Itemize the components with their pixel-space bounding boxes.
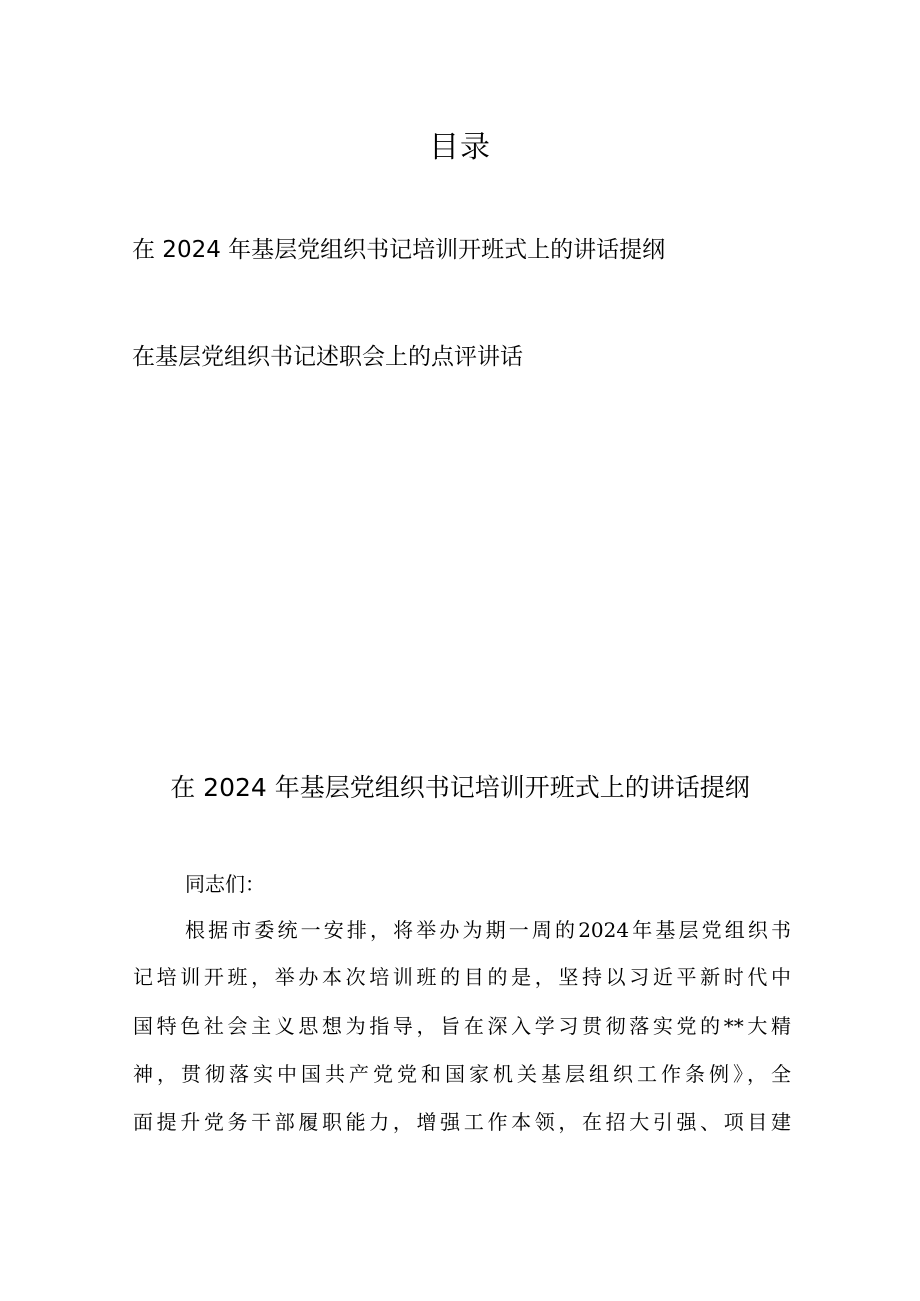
paragraph-line: 面提升党务干部履职能力，增强工作本领，在招大引强、项目建 [133,1110,791,1134]
paragraph-line: 国特色社会主义思想为指导，旨在深入学习贯彻落实党的**大精 [133,1014,791,1038]
toc-entry-opening-speech[interactable]: 在 2024 年基层党组织书记培训开班式上的讲话提纲 [132,237,666,263]
toc-entry-review-speech[interactable]: 在基层党组织书记述职会上的点评讲话 [132,344,523,370]
salutation: 同志们： [185,872,265,896]
article-heading: 在 2024 年基层党组织书记培训开班式上的讲话提纲 [170,773,750,802]
toc-title: 目录 [429,130,491,165]
paragraph-line: 记培训开班，举办本次培训班的目的是，坚持以习近平新时代中 [133,965,791,989]
paragraph-line: 根据市委统一安排，将举办为期一周的2024年基层党组织书 [185,918,791,942]
paragraph-line: 神，贯彻落实中国共产党党和国家机关基层组织工作条例》，全 [133,1062,791,1086]
